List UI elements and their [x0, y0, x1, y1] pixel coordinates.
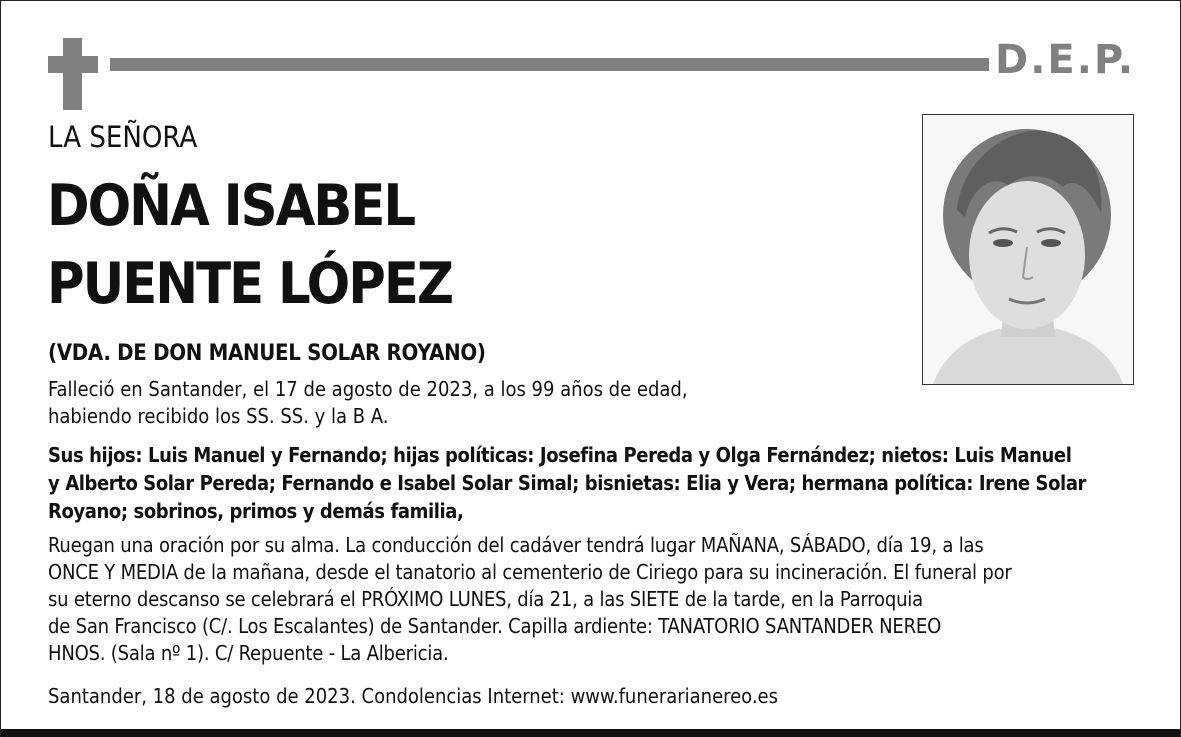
- header-rule: [110, 58, 989, 71]
- bottom-rule: [1, 729, 1180, 737]
- ceremony-line: HNOS. (Sala nº 1). C/ Repuente - La Albericia.: [48, 641, 449, 665]
- name-line-1: DOÑA ISABEL: [47, 173, 415, 239]
- ceremony-line: Ruegan una oración por su alma. La conducción del cadáver tendrá lugar MAÑANA, SÁBADO, día 19, a las: [48, 533, 984, 557]
- ceremony-line: de San Francisco (C/. Los Escalantes) de Santander. Capilla ardiente: TANATORIO SANTANDER NEREO: [48, 614, 942, 638]
- ceremony-line: su eterno descanso se celebrará el PRÓXIMO LUNES, día 21, a las SIETE de la tarde, en la Parroquia: [48, 587, 923, 611]
- honorific: LA SEÑORA: [48, 120, 198, 154]
- family-line: Royano; sobrinos, primos y demás familia,: [48, 499, 464, 523]
- cross-vertical-bar: [63, 38, 82, 110]
- widow-of: (VDA. DE DON MANUEL SOLAR ROYANO): [48, 341, 486, 366]
- death-details-line: Falleció en Santander, el 17 de agosto de 2023, a los 99 años de edad,: [48, 377, 688, 401]
- dep-title: D.E.P.: [995, 37, 1136, 83]
- cross-horizontal-bar: [48, 56, 98, 73]
- name-line-2: PUENTE LÓPEZ: [47, 251, 453, 317]
- death-details-line: habiendo recibido los SS. SS. y la B A.: [48, 404, 389, 428]
- ceremony-line: ONCE Y MEDIA de la mañana, desde el tanatorio al cementerio de Ciriego para su incineración. El funeral por: [48, 560, 1012, 584]
- family-members: [48, 441, 1133, 525]
- footer-condolences: Santander, 18 de agosto de 2023. Condolencias Internet: www.funerarianereo.es: [48, 684, 778, 708]
- family-line: Sus hijos: Luis Manuel y Fernando; hijas políticas: Josefina Pereda y Olga Fernández; nietos: Luis Manuel: [48, 443, 1072, 467]
- ceremony-details: [48, 532, 1138, 667]
- portrait-photo: [922, 114, 1134, 385]
- portrait-placeholder: [923, 115, 1133, 384]
- death-details: [48, 376, 768, 430]
- family-line: y Alberto Solar Pereda; Fernando e Isabel Solar Simal; bisnietas: Elia y Vera; hermana política: Irene Solar: [48, 471, 1087, 495]
